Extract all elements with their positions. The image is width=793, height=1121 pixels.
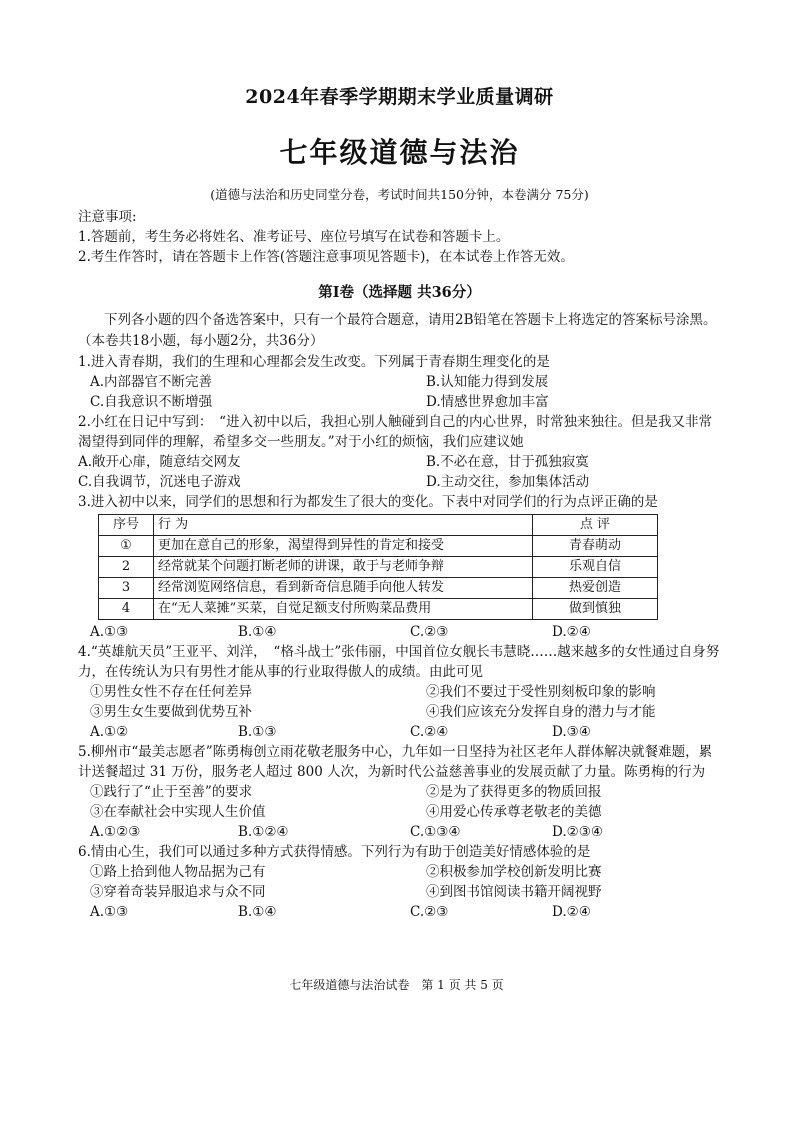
option: C.自我意识不断增强 (90, 394, 213, 410)
option: B.认知能力得到发展 (426, 374, 549, 390)
exam-note: (道德与法治和历史同堂分卷，考试时间共150分钟，本卷满分 75分) (210, 187, 589, 202)
option: D.③④ (552, 724, 591, 740)
option: D.②④ (552, 904, 591, 920)
statements-row (78, 882, 721, 902)
statements-row (78, 802, 721, 822)
option: D.②④ (552, 624, 591, 640)
option: B.不必在意，甘于孤独寂寞 (426, 454, 589, 470)
table-header: 点 评 (533, 515, 658, 536)
statement: ②我们不要过于受性别刻板印象的影响 (426, 684, 656, 700)
option: C.自我调节，沉迷电子游戏 (78, 474, 241, 490)
table-header-row (99, 515, 658, 536)
option: A.①②③ (90, 824, 141, 840)
notice-item: 2.考生作答时，请在答题卡上作答(答题注意事项见答题卡)，在本试卷上作答无效。 (78, 249, 574, 265)
table-cell: 乐观自信 (533, 557, 658, 578)
options-row (78, 372, 721, 392)
question-stem: 6.情由心生，我们可以通过多种方式获得情感。下列行为有助于创造美好情感体验的是 (78, 844, 591, 860)
options-row (78, 392, 721, 412)
statement: ④我们应该充分发挥自身的潜力与才能 (426, 704, 656, 720)
question-stem: 2.小红在日记中写到： “进入初中以后，我担心别人触碰到自己的内心世界，时常独来独往。但是我又非常渴望得到同伴的理解，希望多交一些朋友。”对于小红的烦恼，我们应建议她 (78, 414, 713, 450)
notice-item: 1.答题前，考生务必将姓名、准考证号、座位号填写在试卷和答题卡上。 (78, 229, 510, 245)
option: C.②③ (410, 624, 449, 640)
statement: ②是为了获得更多的物质回报 (426, 784, 602, 800)
options-row (78, 722, 721, 742)
section-intro: 下列各小题的四个备选答案中，只有一个最符合题意，请用2B铅笔在答题卡上将选定的答案标号涂黑。（本卷共18小题，每小题2分，共36分） (78, 312, 717, 349)
option: A.①③ (90, 624, 129, 640)
table-cell: 在“无人菜摊”买菜，自觉足额支付所购菜品费用 (154, 599, 533, 620)
option: A.①③ (90, 904, 129, 920)
page-footer: 七年级道德与法治试卷 第 1 页 共 5 页 (289, 978, 504, 992)
option: A.内部器官不断完善 (90, 374, 213, 390)
option: D.②③④ (552, 824, 603, 840)
table-row (99, 536, 658, 557)
option: A.敞开心扉，随意结交网友 (78, 454, 241, 470)
statement: ③在奉献社会中实现人生价值 (90, 804, 266, 820)
exam-title: 2024年春季学期期末学业质量调研 (245, 86, 554, 108)
question-stem: 3.进入初中以来，同学们的思想和行为都发生了很大的变化。下表中对同学们的行为点评正确的是 (78, 494, 658, 510)
table-cell: 做到慎独 (533, 599, 658, 620)
statement: ③穿着奇装异服追求与众不同 (90, 884, 266, 900)
table-cell: 3 (99, 578, 154, 599)
option: A.①② (90, 724, 129, 740)
statements-row (78, 682, 721, 702)
statement: ①践行了“止于至善”的要求 (90, 784, 253, 800)
notice-heading: 注意事项: (78, 209, 137, 225)
options-row (78, 622, 721, 642)
subject-title: 七年级道德与法治 (279, 136, 520, 169)
behavior-table (98, 514, 658, 620)
table-header: 序号 (99, 515, 154, 536)
option: B.①④ (238, 624, 277, 640)
option: B.①③ (238, 724, 277, 740)
option: B.①④ (238, 904, 277, 920)
statement: ①男性女性不存在任何差异 (90, 684, 252, 700)
option: C.②③ (410, 904, 449, 920)
question-stem: 1.进入青春期，我们的生理和心理都会发生改变。下列属于青春期生理变化的是 (78, 354, 550, 370)
table-row (99, 557, 658, 578)
question-stem: 4.“英雄航天员”王亚平、刘洋， “格斗战士”张伟丽，中国首位女舰长韦慧晓……越来越多的女性通过自身努力，在传统认为只有男性才能从事的行业取得傲人的成绩。由此可见 (78, 644, 720, 680)
table-cell: 更加在意自己的形象，渴望得到异性的肯定和接受 (154, 536, 533, 557)
statements-row (78, 702, 721, 722)
section-title: 第Ⅰ卷（选择题 共36分） (318, 284, 481, 301)
option: C.①③④ (410, 824, 461, 840)
table-cell: 热爱创造 (533, 578, 658, 599)
statement: ①路上拾到他人物品据为己有 (90, 864, 266, 880)
table-cell: 经常浏览网络信息，看到新奇信息随手向他人转发 (154, 578, 533, 599)
options-row (78, 452, 721, 472)
options-row (78, 822, 721, 842)
statement: ④用爱心传承尊老敬老的美德 (426, 804, 602, 820)
options-row (78, 902, 721, 922)
statements-row (78, 782, 721, 802)
table-cell: ① (99, 536, 154, 557)
table-cell: 经常就某个问题打断老师的讲课，敢于与老师争辩 (154, 557, 533, 578)
table-cell: 2 (99, 557, 154, 578)
option: C.②④ (410, 724, 449, 740)
table-row (99, 578, 658, 599)
table-cell: 4 (99, 599, 154, 620)
option: D.情感世界愈加丰富 (426, 394, 549, 410)
question-stem: 5.柳州市“最美志愿者”陈勇梅创立雨花敬老服务中心，九年如一日坚持为社区老年人群体解决就餐难题，累计送餐超过 31 万份，服务老人超过 800 人次，为新时代公益慈善事业的发展贡献了力量。陈勇梅的行为 (78, 744, 713, 780)
table-cell: 青春萌动 (533, 536, 658, 557)
statement: ③男生女生要做到优势互补 (90, 704, 252, 720)
statements-row (78, 862, 721, 882)
statement: ④到图书馆阅读书籍开阔视野 (426, 884, 602, 900)
option: B.①②④ (238, 824, 289, 840)
table-header: 行 为 (154, 515, 533, 536)
statement: ②积极参加学校创新发明比赛 (426, 864, 602, 880)
options-row (78, 472, 721, 492)
option: D.主动交往，参加集体活动 (426, 474, 590, 490)
table-row (99, 599, 658, 620)
